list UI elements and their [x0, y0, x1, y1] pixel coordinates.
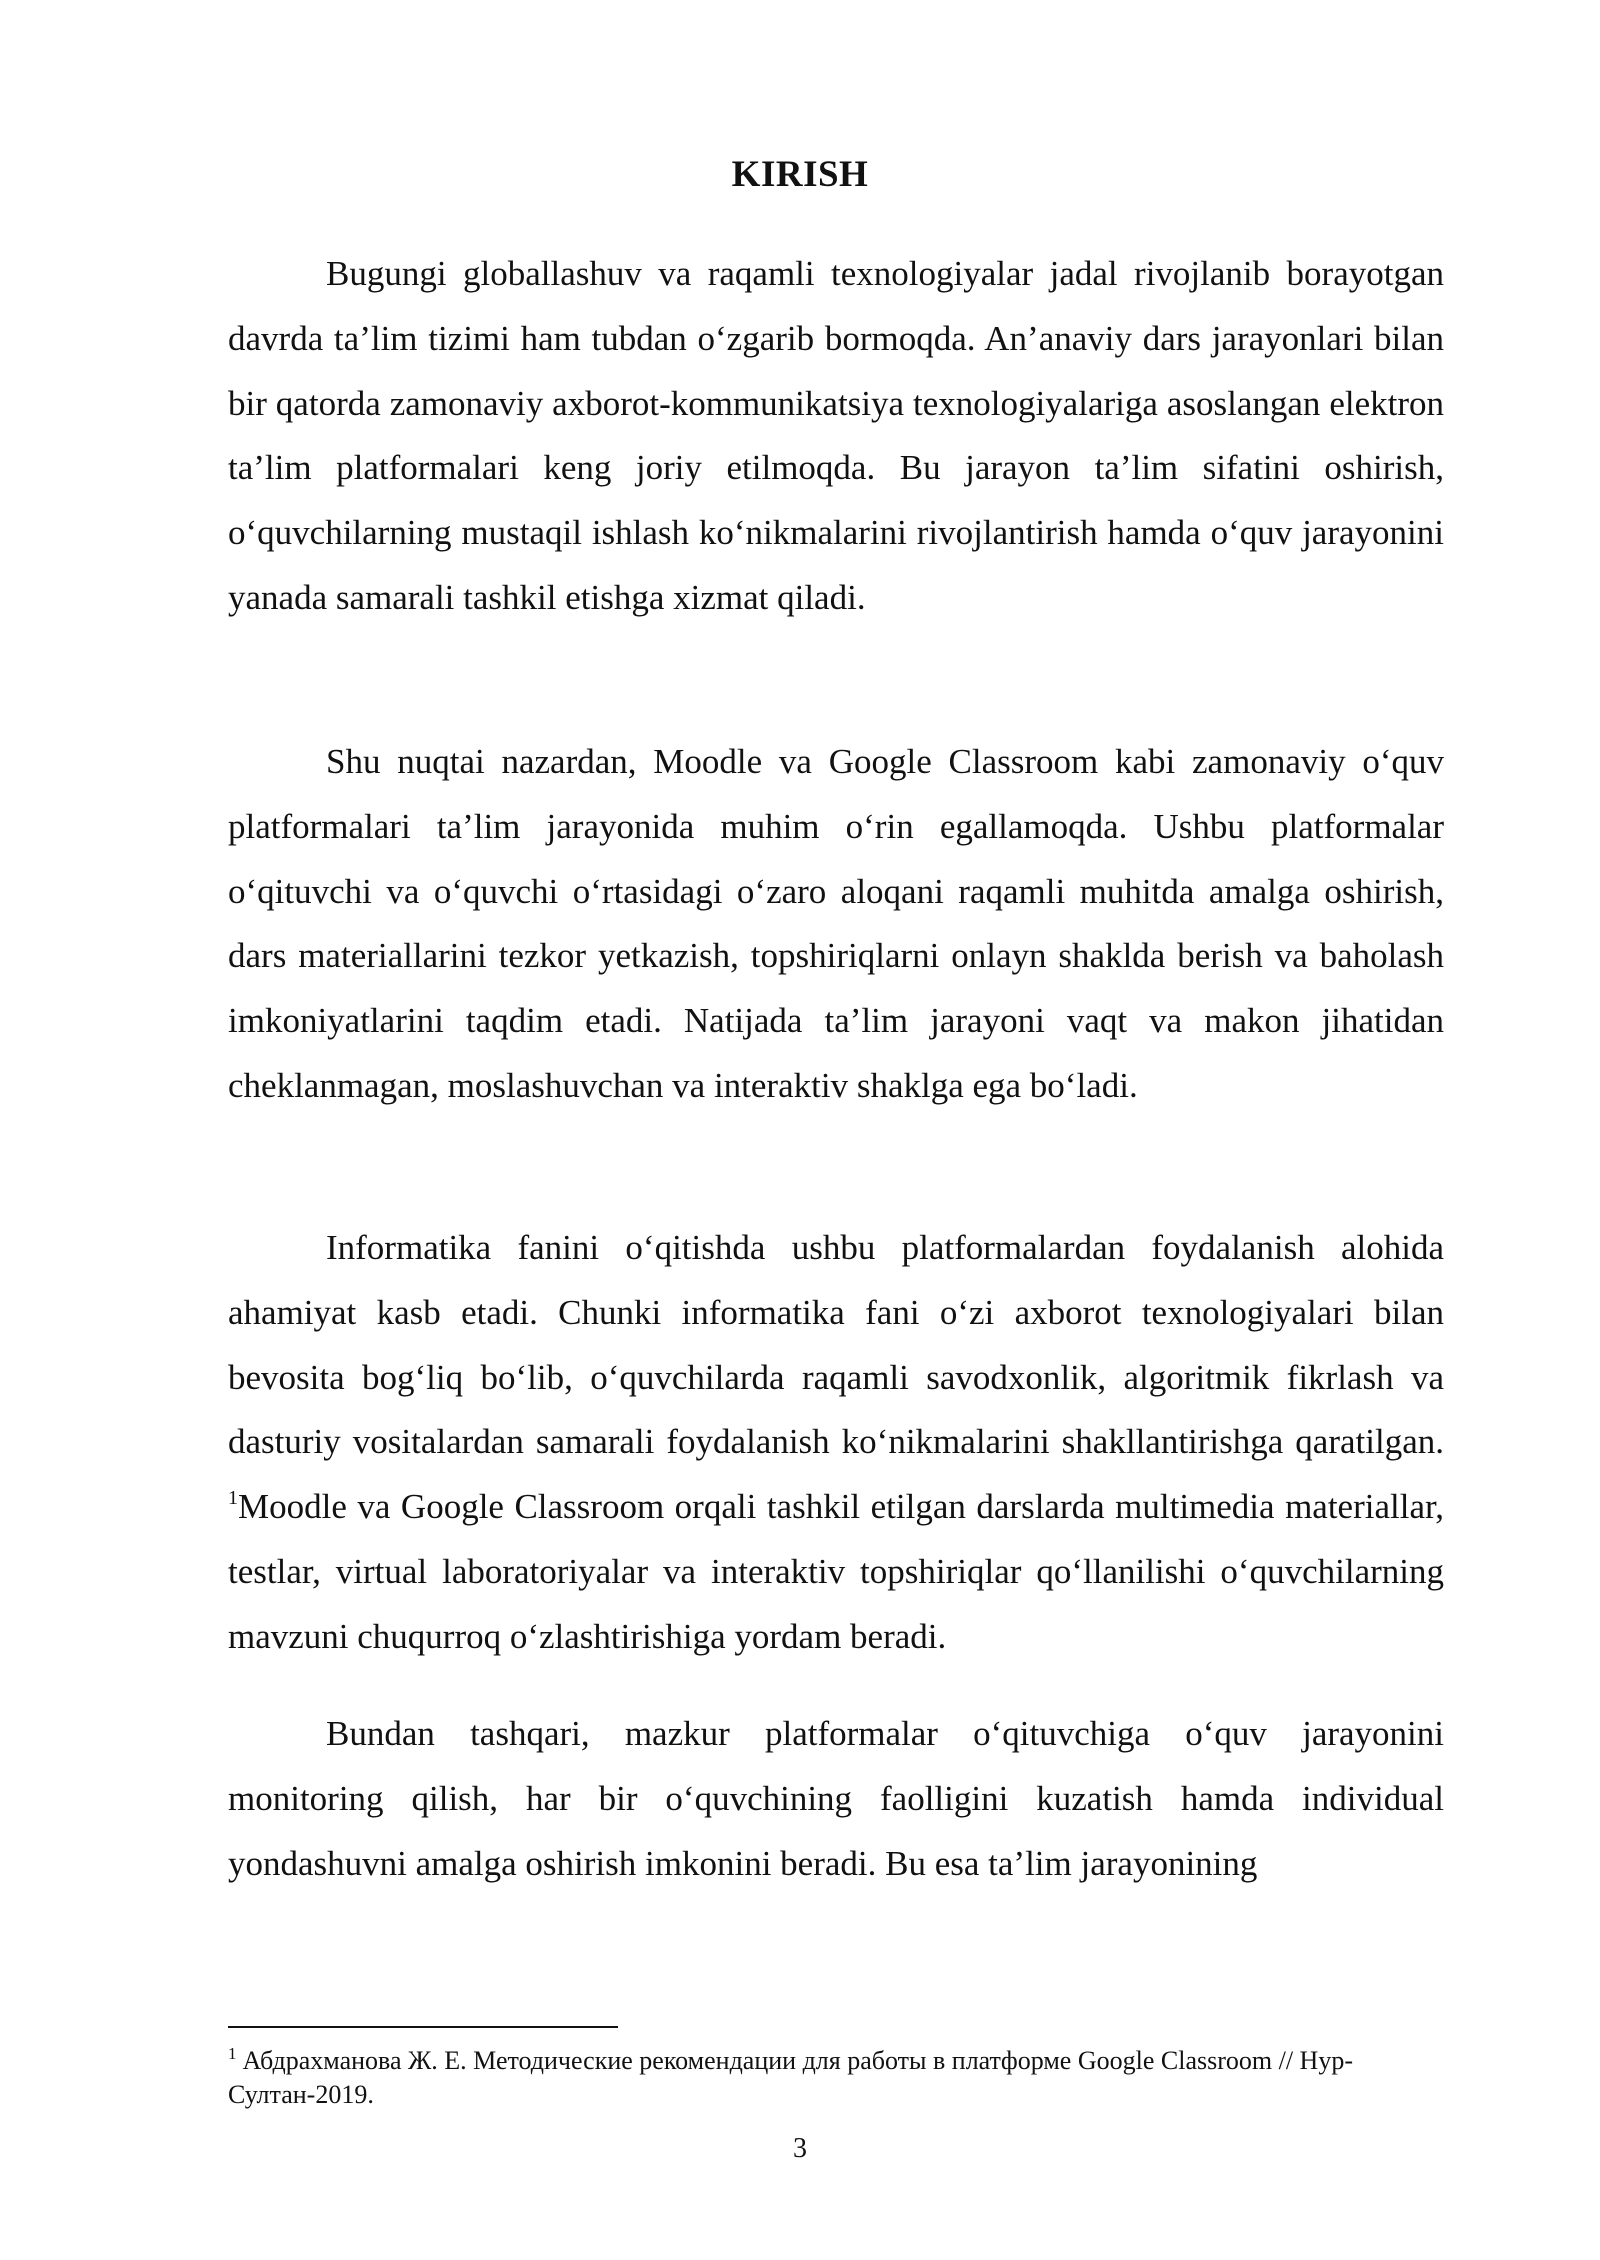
paragraph-4: Bundan tashqari, mazkur platformalar o‘qituvchiga o‘quv jarayonini monitoring qilish, har bir o‘quvchining faolligini kuzatish hamda individual yondashuvni amalga oshirish imkonini beradi. Bu esa ta’lim jarayonining — [228, 1714, 1444, 1883]
paragraph-3-text-start: Informatika fanini o‘qitishda ushbu platformalardan foydalanish alohida ahamiyat kasb etadi. Chunki informatika fani o‘zi axborot texnologiyalari bilan bevosita bog‘liq bo‘lib, o‘quvchilarda raqamli savodxonlik, algoritmik fikrlash va dasturiy vositalardan samarali foydalanish ko‘nikmalarini shakllantirishga qaratilgan. — [228, 1228, 1444, 1462]
footnote — [228, 2044, 1444, 2112]
page-title: KIRISH — [731, 154, 869, 195]
footnote-separator — [228, 2026, 618, 2028]
footnote-reference[interactable]: 1 — [228, 1486, 238, 1509]
paragraph-3-text-end: Moodle va Google Classroom orqali tashkil etilgan darslarda multimedia materiallar, testlar, virtual laboratoriyalar va interaktiv topshiriqlar qo‘llanilishi o‘quvchilarning mavzuni chuqurroq o‘zlashtirishiga yordam beradi. — [228, 1487, 1444, 1656]
paragraph-1: Bugungi globallashuv va raqamli texnologiyalar jadal rivojlanib borayotgan davrda ta’lim tizimi ham tubdan o‘zgarib bormoqda. An’anaviy dars jarayonlari bilan bir qatorda zamonaviy axborot-kommunikatsiya texnologiyalariga asoslangan elektron ta’lim platformalari keng joriy etilmoqda. Bu jarayon ta’lim sifatini oshirish, o‘quvchilarning mustaqil ishlash ko‘nikmalarini rivojlantirish hamda o‘quv jarayonini yanada samarali tashkil etishga xizmat qiladi. — [228, 254, 1444, 617]
page-number: 3 — [793, 2133, 807, 2164]
paragraph-3 — [228, 1216, 1444, 1670]
footnote-marker: 1 — [228, 2044, 237, 2064]
paragraph-2: Shu nuqtai nazardan, Moodle va Google Classroom kabi zamonaviy o‘quv platformalari ta’lim jarayonida muhim o‘rin egallamoqda. Ushbu platformalar o‘qituvchi va o‘quvchi o‘rtasidagi o‘zaro aloqani raqamli muhitda amalga oshirish, dars materiallarini tezkor yetkazish, topshiriqlarni onlayn shaklda berish va baholash imkoniyatlarini taqdim etadi. Natijada ta’lim jarayoni vaqt va makon jihatidan cheklanmagan, moslashuvchan va interaktiv shaklga ega bo‘ladi. — [228, 742, 1444, 1105]
footnote-text: Абдрахманова Ж. Е. Методические рекомендации для работы в платформе Google Classroom // Нур-Султан-2019. — [228, 2046, 1353, 2109]
